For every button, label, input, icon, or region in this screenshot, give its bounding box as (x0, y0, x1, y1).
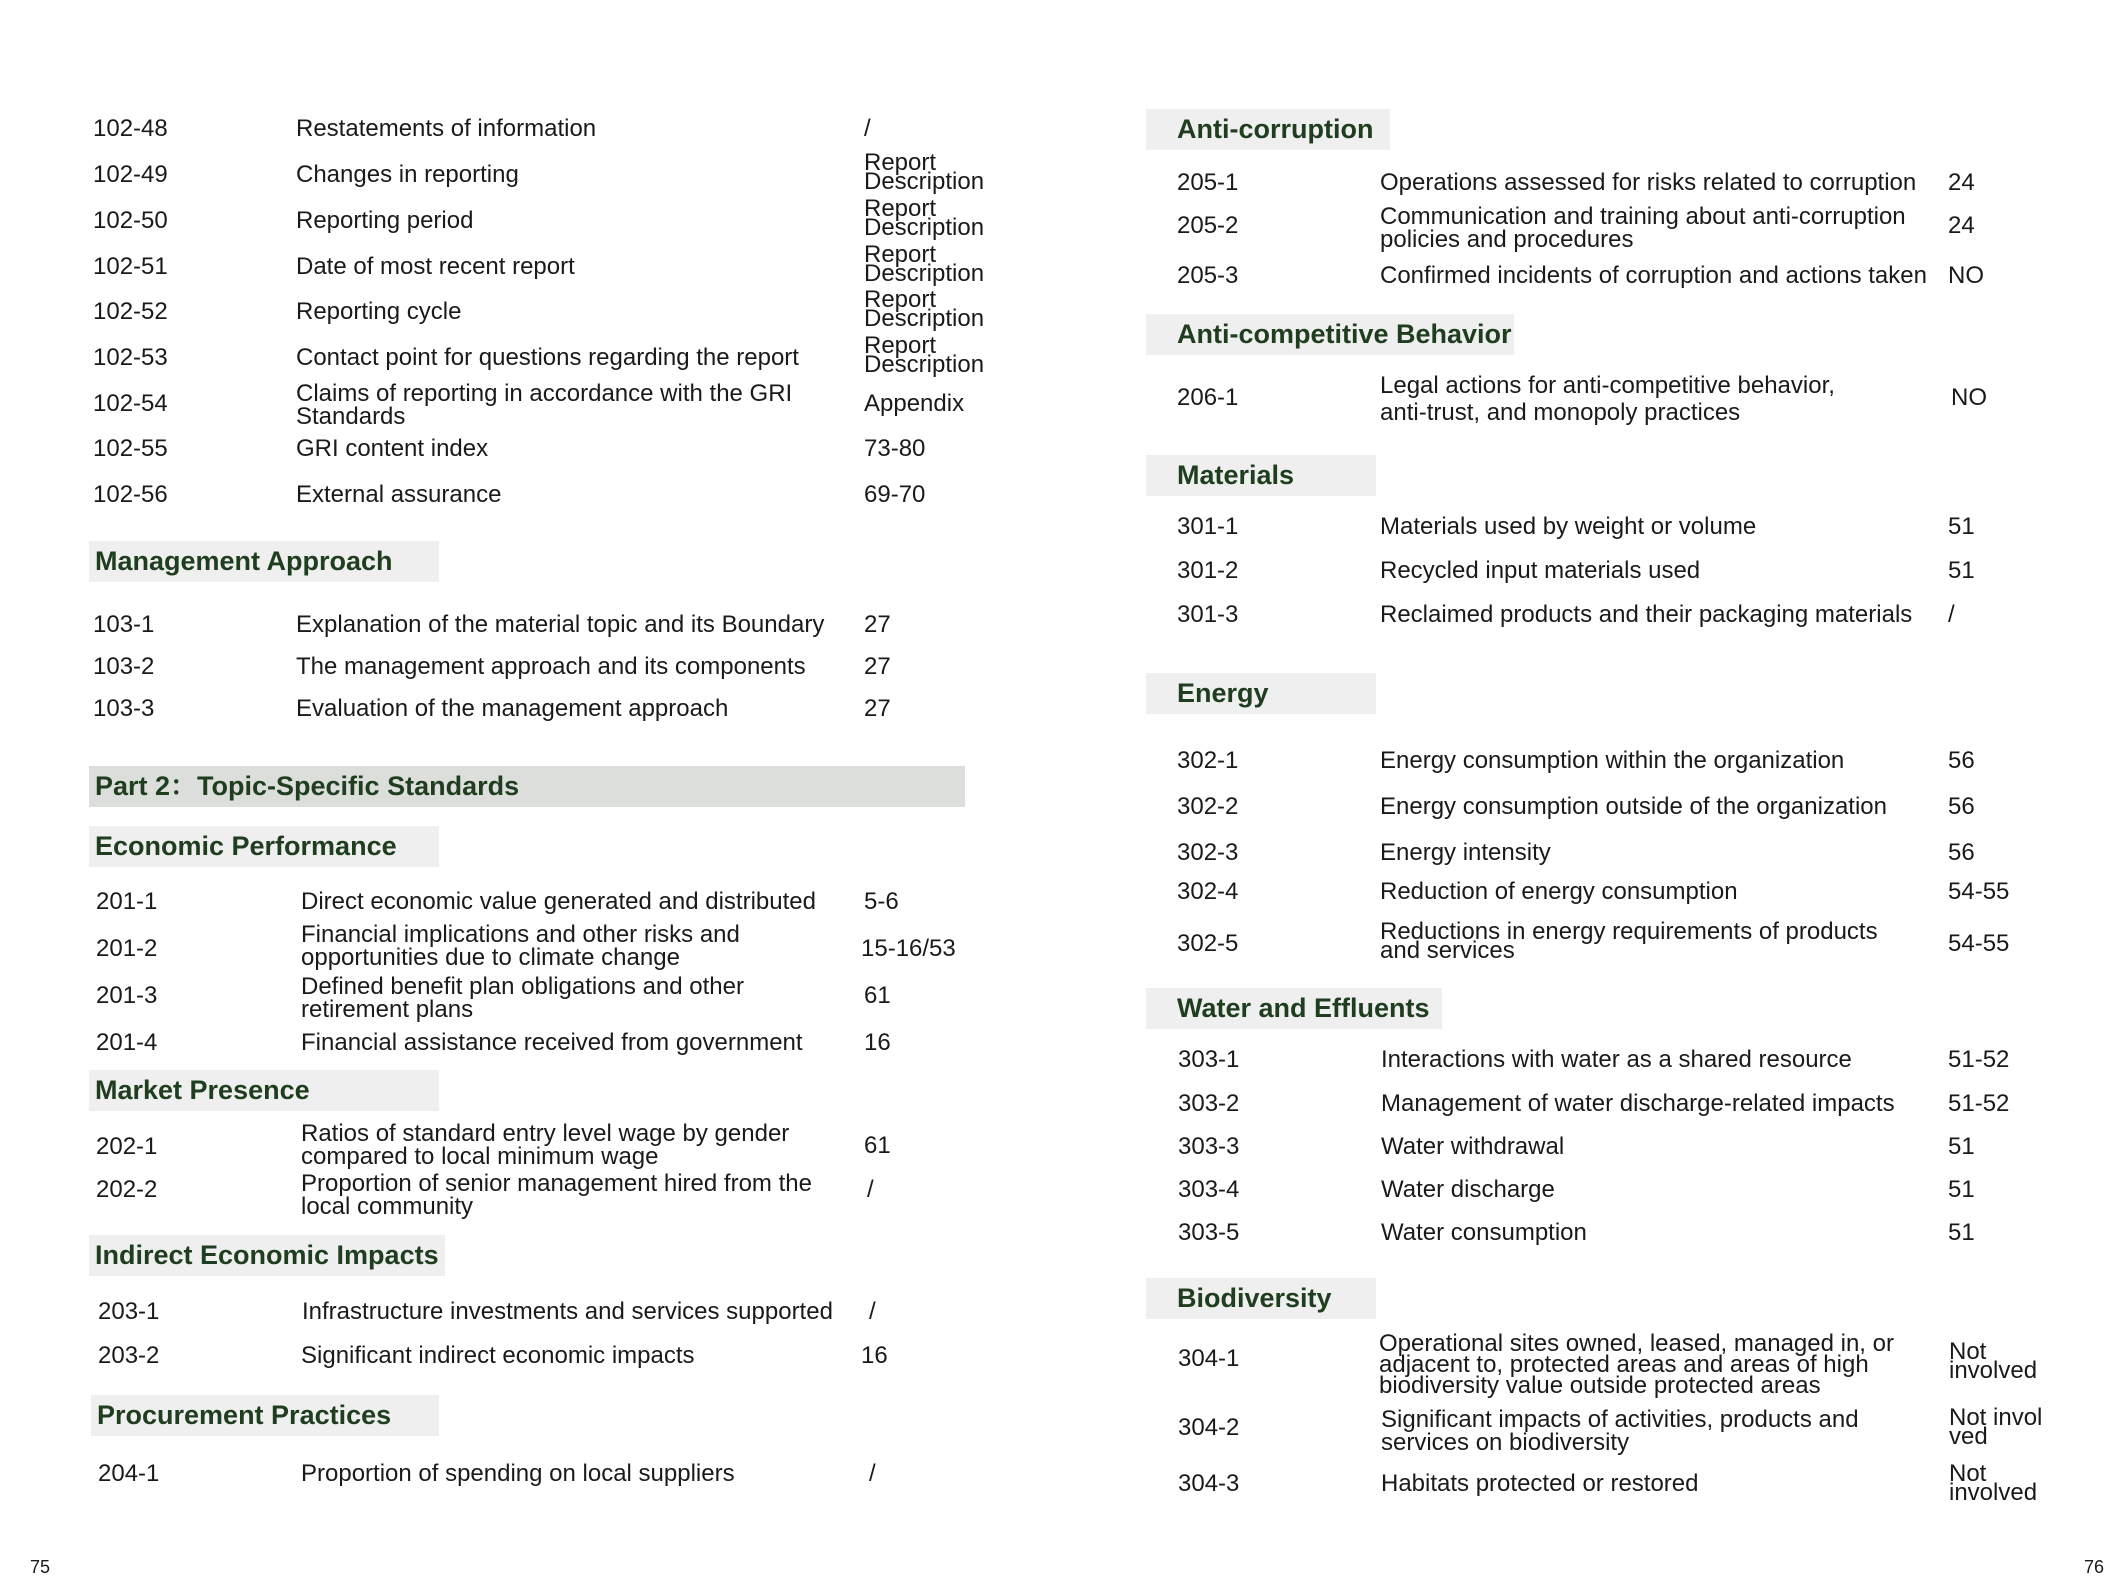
row-code: 303-2 (1178, 1090, 1240, 1117)
row-page: / (867, 1176, 874, 1203)
section-title-energy: Energy (1146, 673, 1376, 714)
row-desc: The management approach and its components (296, 653, 806, 680)
row-desc: Energy intensity (1380, 839, 1551, 866)
row-code: 302-1 (1177, 747, 1239, 774)
row-desc: Energy consumption within the organization (1380, 747, 1845, 774)
row-page: 56 (1948, 747, 1975, 774)
section-title-indirect-economic-impacts: Indirect Economic Impacts (89, 1235, 445, 1276)
row-page: 56 (1948, 793, 1975, 820)
row-desc: Proportion of senior management hired from the local community (301, 1170, 812, 1220)
row-page: 27 (864, 695, 891, 722)
row-code: 302-2 (1177, 793, 1239, 820)
row-code: 301-1 (1177, 513, 1239, 540)
row-code: 201-1 (96, 888, 158, 915)
row-page: NO (1948, 262, 1984, 289)
row-code: 303-1 (1178, 1046, 1240, 1073)
row-code: 205-2 (1177, 212, 1239, 239)
row-code: 303-3 (1178, 1133, 1240, 1160)
row-page: 73-80 (864, 435, 926, 462)
row-desc: Reductions in energy requirements of products and services (1380, 918, 1878, 964)
row-code: 303-4 (1178, 1176, 1240, 1203)
row-code: 301-2 (1177, 557, 1239, 584)
row-code: 103-3 (93, 695, 155, 722)
row-page: Appendix (864, 390, 965, 417)
row-desc: Proportion of spending on local suppliers (301, 1460, 735, 1487)
row-page: 24 (1948, 169, 1975, 196)
row-code: 103-1 (93, 611, 155, 638)
row-code: 102-53 (93, 344, 168, 371)
page-number-right: 76 (2084, 1557, 2105, 1577)
row-desc: Restatements of information (296, 115, 597, 142)
row-desc: Reporting cycle (296, 298, 462, 325)
row-desc: Financial assistance received from government (301, 1029, 803, 1056)
row-code: 203-2 (98, 1342, 160, 1369)
row-desc: Contact point for questions regarding the report (296, 344, 799, 371)
section-title-materials: Materials (1146, 455, 1376, 496)
row-code: 102-49 (93, 161, 168, 188)
row-page: 24 (1948, 212, 1975, 239)
row-code: 206-1 (1177, 384, 1239, 411)
section-title-water-and-effluents: Water and Effluents (1146, 988, 1442, 1029)
row-code: 204-1 (98, 1460, 160, 1487)
row-page: 54-55 (1948, 878, 2010, 905)
row-page: / (1948, 601, 1955, 628)
row-desc: Water consumption (1381, 1219, 1587, 1246)
row-desc: Financial implications and other risks and opportunities due to climate change (301, 921, 740, 971)
row-desc: Direct economic value generated and distributed (301, 888, 816, 915)
row-desc: Infrastructure investments and services supported (302, 1298, 833, 1325)
row-desc: Ratios of standard entry level wage by gender compared to local minimum wage (301, 1120, 790, 1170)
row-desc: Reporting period (296, 207, 474, 234)
row-page: 27 (864, 611, 891, 638)
row-page: Report Description (864, 332, 985, 378)
row-code: 202-2 (96, 1176, 158, 1203)
row-desc: Operational sites owned, leased, managed in, or adjacent to, protected areas and areas of high biodiversity value outside protected areas (1379, 1330, 1894, 1399)
section-title-market-presence: Market Presence (89, 1070, 439, 1111)
row-desc: Explanation of the material topic and its Boundary (296, 611, 825, 638)
section-title-biodiversity: Biodiversity (1146, 1278, 1376, 1319)
row-page: Report Description (864, 286, 985, 332)
row-desc: Communication and training about anti-corruption policies and procedures (1380, 203, 1906, 253)
row-desc: Legal actions for anti-competitive behavior, anti-trust, and monopoly practices (1380, 372, 1835, 426)
row-page: Report Description (864, 149, 985, 195)
row-page: 51-52 (1948, 1046, 2010, 1073)
row-desc: Interactions with water as a shared resource (1381, 1046, 1852, 1073)
row-desc: Operations assessed for risks related to corruption (1380, 169, 1917, 196)
row-page: 51 (1948, 557, 1975, 584)
row-page: 51 (1948, 513, 1975, 540)
row-page: 51 (1948, 1176, 1975, 1203)
row-page: 51-52 (1948, 1090, 2010, 1117)
row-page: / (864, 115, 871, 142)
row-code: 304-3 (1178, 1470, 1240, 1497)
row-page: 61 (864, 982, 891, 1009)
row-code: 102-56 (93, 481, 168, 508)
row-desc: Water discharge (1381, 1176, 1555, 1203)
section-title-economic-performance: Economic Performance (89, 826, 439, 867)
section-title-procurement-practices: Procurement Practices (91, 1395, 439, 1436)
row-code: 102-51 (93, 253, 168, 280)
row-code: 102-48 (93, 115, 168, 142)
row-code: 201-4 (96, 1029, 158, 1056)
row-code: 205-1 (1177, 169, 1239, 196)
row-desc: Habitats protected or restored (1381, 1470, 1699, 1497)
row-page: 16 (864, 1029, 891, 1056)
row-page: 56 (1948, 839, 1975, 866)
row-desc: Reduction of energy consumption (1380, 878, 1738, 905)
row-desc: Date of most recent report (296, 253, 575, 280)
row-desc: Significant indirect economic impacts (301, 1342, 695, 1369)
row-page: 27 (864, 653, 891, 680)
row-code: 301-3 (1177, 601, 1239, 628)
row-page: 54-55 (1948, 930, 2010, 957)
row-code: 102-50 (93, 207, 168, 234)
page-number-left: 75 (30, 1557, 51, 1577)
row-code: 102-54 (93, 390, 168, 417)
row-code: 202-1 (96, 1133, 158, 1160)
row-desc: Confirmed incidents of corruption and actions taken (1380, 262, 1927, 289)
row-code: 203-1 (98, 1298, 160, 1325)
row-code: 302-5 (1177, 930, 1239, 957)
row-page: Report Description (864, 195, 985, 241)
section-title-anti-corruption: Anti-corruption (1146, 109, 1390, 150)
row-page: NO (1951, 384, 1987, 411)
row-desc: Evaluation of the management approach (296, 695, 729, 722)
row-code: 303-5 (1178, 1219, 1240, 1246)
row-code: 102-55 (93, 435, 168, 462)
row-page: Not involved (1949, 1404, 2043, 1450)
row-desc: Changes in reporting (296, 161, 519, 188)
row-page: Not involved (1949, 1338, 2038, 1384)
row-page: 61 (864, 1132, 891, 1159)
row-desc: Reclaimed products and their packaging materials (1380, 601, 1913, 628)
row-page: 16 (861, 1342, 888, 1369)
row-page: 51 (1948, 1219, 1975, 1246)
row-code: 302-4 (1177, 878, 1239, 905)
row-code: 103-2 (93, 653, 155, 680)
section-title-management-approach: Management Approach (89, 541, 439, 582)
row-code: 201-3 (96, 982, 158, 1009)
row-page: Report Description (864, 241, 985, 287)
section-title-anti-competitive-behavior: Anti-competitive Behavior (1146, 314, 1514, 355)
row-desc: Materials used by weight or volume (1380, 513, 1757, 540)
row-desc: Claims of reporting in accordance with the GRI Standards (296, 380, 793, 430)
row-desc: Energy consumption outside of the organization (1380, 793, 1887, 820)
row-page: 51 (1948, 1133, 1975, 1160)
row-page: 15-16/53 (861, 935, 956, 962)
row-page: 69-70 (864, 481, 926, 508)
row-page: / (869, 1460, 876, 1487)
row-desc: Defined benefit plan obligations and other retirement plans (301, 973, 744, 1023)
row-code: 304-2 (1178, 1414, 1240, 1441)
row-desc: Recycled input materials used (1380, 557, 1701, 584)
part2-title: Part 2：Topic-Specific Standards (89, 766, 965, 807)
row-desc: Water withdrawal (1381, 1133, 1565, 1160)
row-code: 201-2 (96, 935, 158, 962)
row-desc: GRI content index (296, 435, 489, 462)
row-code: 304-1 (1178, 1345, 1240, 1372)
row-desc: Management of water discharge-related impacts (1381, 1090, 1895, 1117)
row-page: / (869, 1298, 876, 1325)
row-page: Not involved (1949, 1460, 2038, 1506)
row-code: 102-52 (93, 298, 168, 325)
row-page: 5-6 (864, 888, 899, 915)
row-desc: Significant impacts of activities, products and services on biodiversity (1381, 1406, 1859, 1456)
row-code: 302-3 (1177, 839, 1239, 866)
row-code: 205-3 (1177, 262, 1239, 289)
row-desc: External assurance (296, 481, 502, 508)
